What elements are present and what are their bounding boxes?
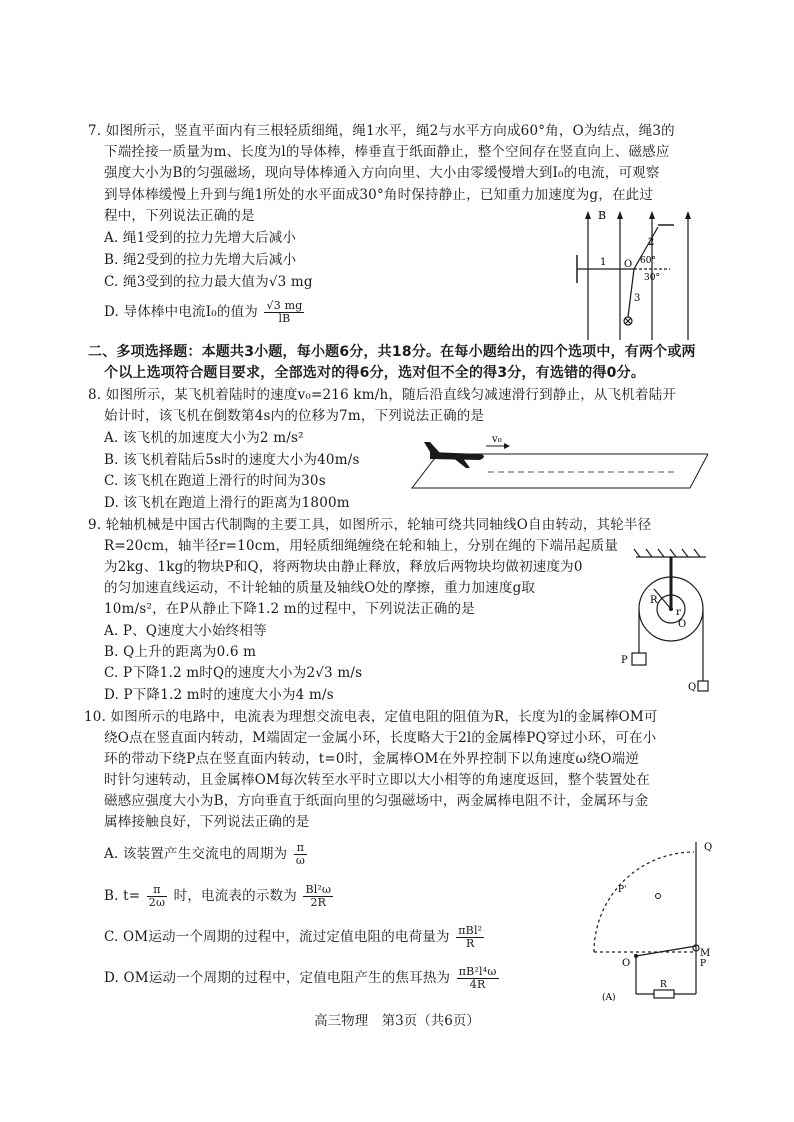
q10-option-b <box>104 884 335 909</box>
arrow-right-icon <box>504 443 510 449</box>
label-p: P <box>700 959 707 969</box>
fraction-denominator: 4R <box>469 978 486 991</box>
q9-option-b: B. Q上升的距离为0.6 m <box>104 644 257 660</box>
ring-position-marker <box>656 894 661 899</box>
q8-figure <box>408 432 708 494</box>
q8-option-b: B. 该飞机着陆后5s时的速度大小为40m/s <box>104 452 360 468</box>
hatch <box>694 549 700 557</box>
q8-option-d: D. 该飞机在跑道上滑行的距离为1800m <box>104 495 350 511</box>
q9-option-a: A. P、Q速度大小始终相等 <box>104 623 267 639</box>
hatch <box>658 549 664 557</box>
block-p-label: P <box>621 655 628 666</box>
label-q: Q <box>704 842 713 853</box>
axis-label: O <box>678 619 687 630</box>
block-p <box>632 653 646 665</box>
arrow-up-icon <box>617 211 623 219</box>
q8-line: 8. 如图所示，某飞机着陆时的速度v₀=216 km/h，随后沿直线匀减速滑行到静止，从飞机着陆开 <box>88 387 677 403</box>
section-2-header: 二、多项选择题：本题共3小题，每小题6分，共18分。在每小题给出的四个选项中，有两个或两 <box>88 344 696 360</box>
hatch <box>682 549 688 557</box>
block-q-label: Q <box>688 682 697 693</box>
label-o: O <box>622 958 631 969</box>
q7-figure <box>570 205 700 345</box>
fraction-numerator: πBl² <box>458 924 483 937</box>
fraction-denominator: 2R <box>310 896 327 909</box>
fraction-numerator: Bl²ω <box>305 883 332 896</box>
q7-option-a: A. 绳1受到的拉力先增大后减小 <box>104 230 297 246</box>
q10-option-b-time-fraction <box>147 884 167 909</box>
radius-r-label: r <box>676 607 681 618</box>
pivot-o <box>634 954 638 958</box>
resistor-label: R <box>660 980 667 990</box>
fraction-denominator: R <box>466 937 475 950</box>
q8-option-c: C. 该飞机在跑道上滑行的时间为30s <box>104 473 326 489</box>
q10-option-a-fraction <box>294 842 307 867</box>
q10-option-d-fraction <box>457 966 499 991</box>
velocity-label: v₀ <box>492 434 502 445</box>
section-2-header: 个以上选项符合题目要求，全部选对的得6分，选对但不全的得3分，有选错的得0分。 <box>104 365 646 381</box>
fraction-denominator: ω <box>295 854 306 867</box>
q10-option-b-value-fraction <box>303 884 333 909</box>
page-footer: 高三物理 第3页（共6页） <box>314 1013 480 1029</box>
ammeter-label: (A) <box>602 993 616 1003</box>
q10-line: 磁感应强度大小为B，方向垂直于纸面向里的匀强磁场中，两金属棒电阻不计，金属环与金 <box>104 793 649 809</box>
q10-line: 绕O点在竖直面内转动，M端固定一金属小环，长度略大于2l的金属棒PQ穿过小环，可在小 <box>104 730 657 746</box>
rope-2-label: 2 <box>648 237 655 248</box>
q10-line: 属棒接触良好，下列说法正确的是 <box>104 814 310 830</box>
fraction-numerator: πB²l⁴ω <box>458 965 497 978</box>
q9-line: 9. 轮轴机械是中国古代制陶的主要工具，如图所示，轮轴可绕共同轴线O自由转动，其轮半径 <box>88 517 652 533</box>
rope-1-label: 1 <box>600 257 607 268</box>
q10-option-c-fraction <box>456 925 484 950</box>
q10-option-d-prefix: D. OM运动一个周期的过程中，定值电阻产生的焦耳热为 <box>104 970 451 986</box>
field-label: B <box>598 209 607 222</box>
q7-option-d-prefix: D. 导体棒中电流I₀的值为 <box>104 304 258 320</box>
airplane-icon <box>424 442 484 468</box>
q10-option-c-prefix: C. OM运动一个周期的过程中，流过定值电阻的电荷量为 <box>104 929 450 945</box>
radius-R-label: R <box>650 595 658 606</box>
q7-line: 到导体棒缓慢上升到与绳1所处的水平面成30°角时保持静止，已知重力加速度为g，在此过 <box>104 187 654 203</box>
angle-30-label: 30° <box>644 273 660 283</box>
q10-line: 时针匀速转动，且金属棒OM每次转至水平时立即以大小相等的角速度返回，整个装置处在 <box>104 772 650 788</box>
motion-arc <box>594 852 694 952</box>
fraction-numerator: √3 mg <box>266 299 303 312</box>
q8-option-a: A. 该飞机的加速度大小为2 m/s² <box>104 430 304 446</box>
fraction-numerator: π <box>294 842 307 855</box>
hatch <box>670 549 676 557</box>
q10-option-a <box>104 842 309 867</box>
label-m: M <box>700 948 711 959</box>
q7-option-b: B. 绳2受到的拉力先增大后减小 <box>104 252 297 268</box>
q7-line: 程中，下列说法正确的是 <box>104 208 255 224</box>
axis-point <box>669 607 673 611</box>
q9-figure <box>618 545 718 695</box>
q7-line: 强度大小为B的匀强磁场，现向导体棒通入方向向里、大小由零缓慢增大到I₀的电流，可观察 <box>104 165 660 181</box>
arrow-up-icon <box>585 211 591 219</box>
q9-option-d: D. P下降1.2 m时的速度大小为4 m/s <box>104 687 334 703</box>
q7-line: 下端拴接一质量为m、长度为l的导体棒，棒垂直于纸面静止，整个空间存在竖直向上、磁感应 <box>104 144 670 160</box>
rod-om <box>636 946 696 956</box>
q9-line: 为2kg、1kg的物块P和Q，将两物块由静止释放，释放后两物块均做初速度为0 <box>104 559 583 575</box>
fraction-denominator: 2ω <box>148 896 166 909</box>
q9-line: R=20cm，轴半径r=10cm，用轻质细绳缠绕在轮和轴上，分别在绳的下端吊起质量 <box>104 538 619 554</box>
block-q <box>698 681 708 691</box>
q10-option-a-prefix: A. 该装置产生交流电的周期为 <box>104 846 288 862</box>
arrow-up-icon <box>649 211 655 219</box>
knot-label: O <box>624 259 633 270</box>
q7-option-c: C. 绳3受到的拉力最大值为√3 mg <box>104 274 313 290</box>
q9-line: 的匀加速直线运动，不计轮轴的质量及轴线O处的摩擦，重力加速度g取 <box>104 580 536 596</box>
angle-60-label: 60° <box>640 256 656 266</box>
resistor <box>654 990 674 998</box>
label-p-prime: P' <box>618 885 627 895</box>
q7-line: 7. 如图所示，竖直平面内有三根轻质细绳，绳1水平，绳2与水平方向成60°角，O为结点，绳3的 <box>88 123 675 139</box>
q10-option-b-prefix: B. t= <box>104 888 141 904</box>
q8-line: 始计时，该飞机在倒数第4s内的位移为7m，下列说法正确的是 <box>104 408 485 424</box>
hatch <box>646 549 652 557</box>
hatch <box>634 549 640 557</box>
q10-line: 10. 如图所示的电路中，电流表为理想交流电表，定值电阻的阻值为R，长度为l的金属棒OM可 <box>84 709 658 725</box>
q7-option-d <box>104 300 306 325</box>
q10-option-d <box>104 966 501 991</box>
q10-option-c <box>104 925 486 950</box>
q10-figure <box>578 838 728 1008</box>
q10-option-b-mid: 时，电流表的示数为 <box>173 888 297 904</box>
fraction-denominator: lB <box>278 312 291 325</box>
q9-line: 10m/s²，在P从静止下降1.2 m的过程中，下列说法正确的是 <box>104 601 475 617</box>
fraction-numerator: π <box>147 884 167 897</box>
arrow-up-icon <box>685 211 691 219</box>
q7-option-d-fraction <box>264 300 304 325</box>
rope-3-label: 3 <box>634 293 641 304</box>
q9-option-c: C. P下降1.2 m时Q的速度大小为2√3 m/s <box>104 665 363 681</box>
q10-line: 环的带动下绕P点在竖直面内转动，t=0时，金属棒OM在外界控制下以角速度ω绕O端逆 <box>104 751 640 767</box>
